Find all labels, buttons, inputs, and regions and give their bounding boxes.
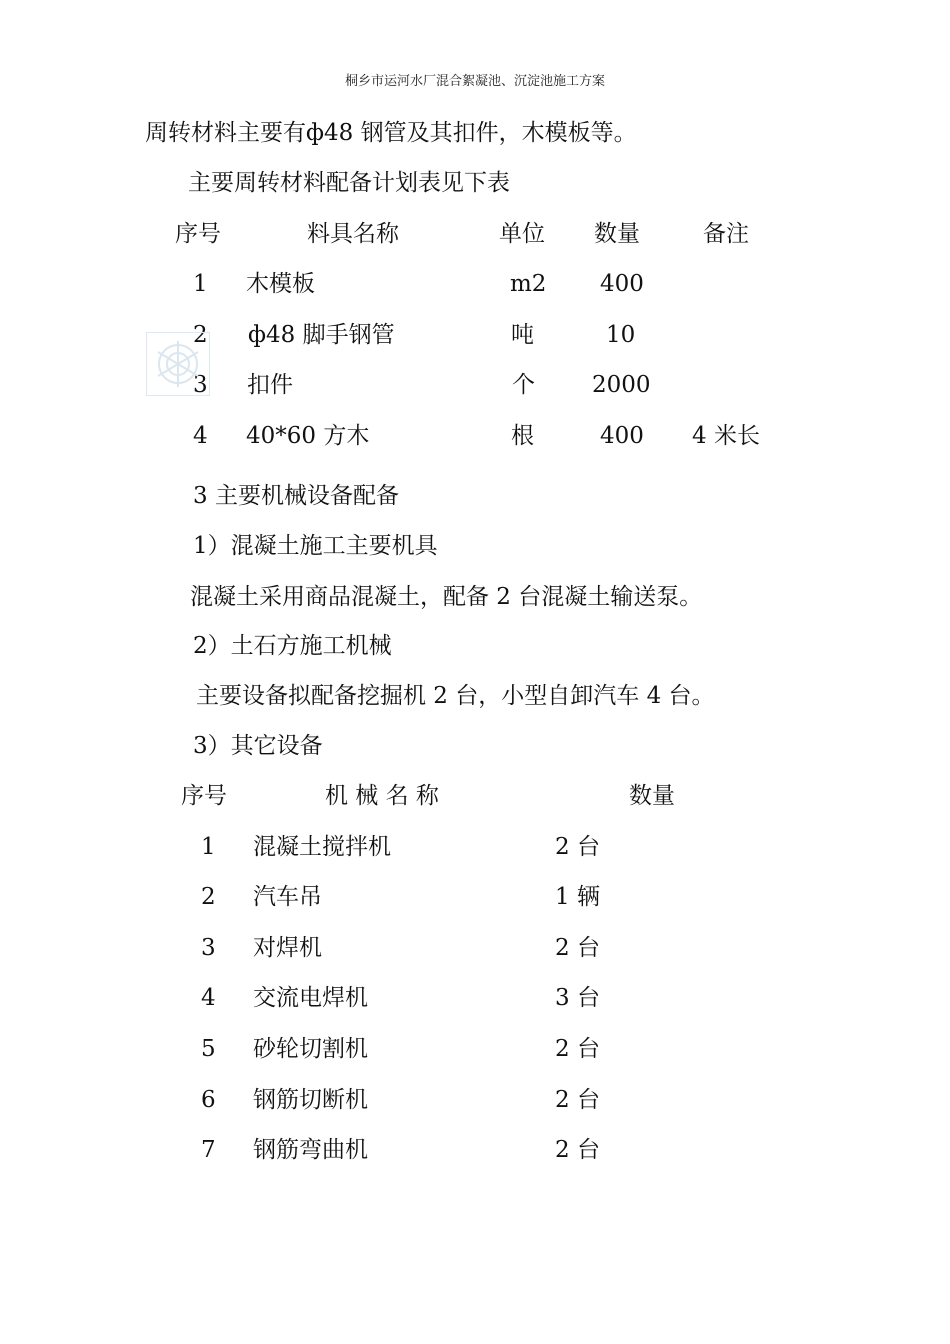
subsection-heading: 2）土石方施工机械 xyxy=(193,633,392,659)
row-remark: 4 米长 xyxy=(692,423,760,449)
row-name: 混凝土搅拌机 xyxy=(253,834,391,860)
row-index: 5 xyxy=(201,1036,216,1062)
row-name: 对焊机 xyxy=(253,935,322,961)
row-unit: m2 xyxy=(510,271,547,297)
row-name: 40*60 方木 xyxy=(246,423,370,449)
row-quantity: 2000 xyxy=(592,372,651,398)
row-index: 6 xyxy=(201,1087,216,1113)
row-name: 扣件 xyxy=(247,372,293,398)
header-cell-index: 序号 xyxy=(181,783,227,809)
snowflake-icon xyxy=(146,332,210,396)
subsection-heading: 1）混凝土施工主要机具 xyxy=(193,533,438,559)
header-cell-quantity: 数量 xyxy=(594,221,640,247)
paragraph-concrete: 混凝土采用商品混凝土，配备 2 台混凝土输送泵。 xyxy=(190,584,703,610)
row-quantity: 1 辆 xyxy=(555,884,600,910)
row-quantity: 2 台 xyxy=(555,1036,600,1062)
header-cell-name: 机 械 名 称 xyxy=(325,783,439,809)
row-index: 7 xyxy=(201,1137,216,1163)
row-name: ф48 脚手钢管 xyxy=(248,322,395,348)
row-quantity: 2 台 xyxy=(555,935,600,961)
row-index: 3 xyxy=(201,935,216,961)
row-quantity: 3 台 xyxy=(555,985,600,1011)
header-cell-quantity: 数量 xyxy=(629,783,675,809)
row-quantity: 2 台 xyxy=(555,834,600,860)
row-name: 砂轮切割机 xyxy=(253,1036,368,1062)
row-index: 1 xyxy=(201,834,216,860)
row-unit: 个 xyxy=(512,372,535,398)
header-cell-unit: 单位 xyxy=(499,221,545,247)
paragraph-materials-intro: 周转材料主要有ф48 钢管及其扣件，木模板等。 xyxy=(145,120,637,146)
row-name: 钢筋切断机 xyxy=(253,1087,368,1113)
row-quantity: 2 台 xyxy=(555,1137,600,1163)
row-index: 1 xyxy=(193,271,208,297)
row-name: 木模板 xyxy=(246,271,315,297)
row-quantity: 400 xyxy=(600,271,644,297)
subsection-heading: 3）其它设备 xyxy=(193,733,323,759)
paragraph-earthwork: 主要设备拟配备挖掘机 2 台，小型自卸汽车 4 台。 xyxy=(196,683,715,709)
row-name: 交流电焊机 xyxy=(253,985,368,1011)
row-index: 2 xyxy=(193,322,208,348)
page-header: 桐乡市运河水厂混合絮凝池、沉淀池施工方案 xyxy=(344,74,605,89)
header-cell-name: 料具名称 xyxy=(307,221,399,247)
row-name: 钢筋弯曲机 xyxy=(253,1137,368,1163)
row-name: 汽车吊 xyxy=(253,884,322,910)
row-index: 4 xyxy=(201,985,216,1011)
row-unit: 吨 xyxy=(511,322,534,348)
row-quantity: 2 台 xyxy=(555,1087,600,1113)
paragraph-table-caption: 主要周转材料配备计划表见下表 xyxy=(188,170,510,196)
row-index: 4 xyxy=(193,423,208,449)
header-cell-index: 序号 xyxy=(175,221,221,247)
header-cell-remark: 备注 xyxy=(703,221,749,247)
row-index: 2 xyxy=(201,884,216,910)
row-index: 3 xyxy=(193,372,208,398)
section-heading: 3 主要机械设备配备 xyxy=(193,483,399,509)
row-quantity: 400 xyxy=(600,423,644,449)
row-unit: 根 xyxy=(511,423,534,449)
row-quantity: 10 xyxy=(606,322,636,348)
